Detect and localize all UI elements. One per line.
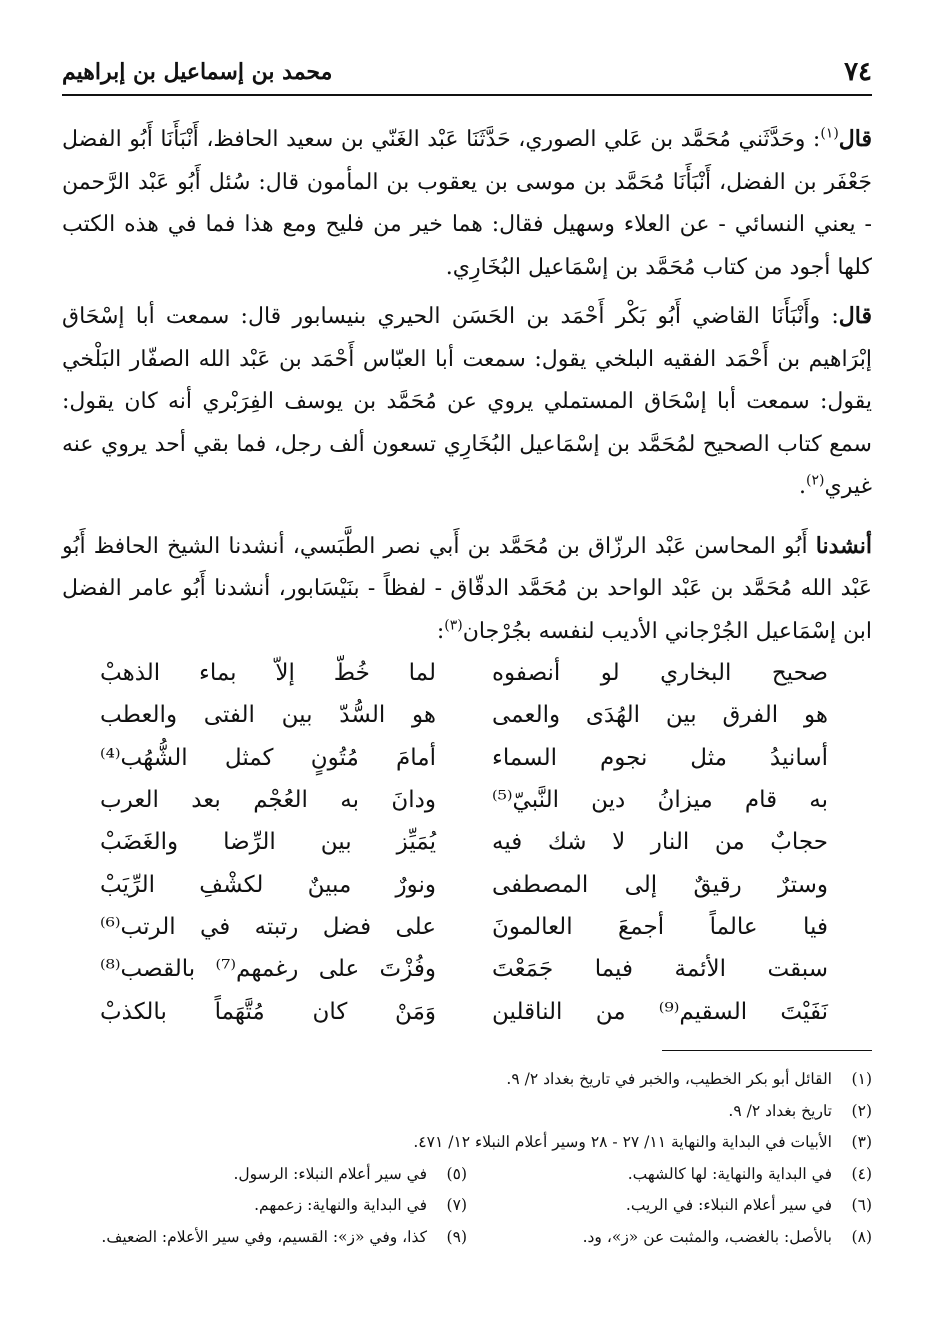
- footnote-separator: [662, 1050, 872, 1051]
- header-rule: [62, 94, 872, 96]
- verse: [100, 779, 828, 821]
- footnote-number: (٣): [851, 1133, 872, 1151]
- main-text: [62, 118, 872, 653]
- footnote-text: الأبيات في البداية والنهاية ١١/ ٢٧ - ٢٨ وسير أعلام النبلاء ١٢/ ٤٧١.: [413, 1133, 832, 1151]
- footnote-number: (٩): [446, 1227, 467, 1246]
- verse-first-hemistich: سبقت الأئمة فيما جَمَعْتَ: [492, 956, 828, 983]
- paragraph-text: : وأَنْبَأَنَا القاضي أَبُو بَكْر أَحْمَد بن الحَسَن الحيري بنيسابور قال: سمعت أبا إسْحَاق إبْرَاهيم بن أَحْمَد الفقيه البلخي يقول: سمعت أبا العبّاس أَحْمَد بن عَبْد الله الصفّار البَلْخي يقول: سمعت أبا إسْحَاق المستملي يروي عن مُحَمَّد بن يوسف الفِرَبْري أنه كان يقول: سمع كتاب الصحيح لمُحَمَّد بن إسْمَاعيل البُخَارِي تسعون ألف رجل، فما بقي أحد يروي عنه غيري: [62, 304, 872, 499]
- footnote-number: (٨): [851, 1227, 872, 1246]
- verse-second-hemistich: هو السُّدّ بين الفتى والعطب: [100, 702, 436, 729]
- footnote-text: في سير أعلام النبلاء: الرسول.: [233, 1164, 427, 1183]
- verse-first-hemistich: به قام ميزانُ دين النَّبيّ⁽⁵⁾: [492, 787, 828, 814]
- footnote-pair: [62, 1190, 872, 1222]
- paragraph-text: : وحَدَّثَني مُحَمَّد بن عَلي الصوري، حَدَّثَنَا عَبْد الغَنّي بن سعيد الحافظ، أَنْبَأَنَا أَبُو الفضل جَعْفَر بن الفضل، أَنْبَأَنَا مُحَمَّد بن موسى بن يعقوب بن المأمون قال: سُئل أَبُو عَبْد الرَّحمن - يعني النسائي - عن العلاء وسهيل فقال: هما خير من فليح ومع هذا فما في هذه الكتب كلها أجود من كتاب مُحَمَّد بن إسْمَاعيل البُخَارِي.: [62, 127, 872, 280]
- verse-first-hemistich: وسترٌ رقيقٌ إلى المصطفى: [492, 871, 828, 898]
- footnote: [467, 1190, 872, 1222]
- verse-second-hemistich: وفُزْتَ على رغمهم⁽⁷⁾ بالقصب⁽⁸⁾: [100, 956, 436, 983]
- verse: [100, 948, 828, 990]
- footnote-text: تاريخ بغداد ٢/ ٩.: [728, 1101, 832, 1120]
- footnote-pair: [62, 1159, 872, 1191]
- running-title: محمد بن إسماعيل بن إبراهيم: [62, 59, 333, 85]
- poem: [100, 652, 828, 1033]
- footnote-text: في البداية والنهاية: لها كالشهب.: [627, 1164, 832, 1183]
- verse: [100, 906, 828, 948]
- verse-first-hemistich: نَفَيْتَ السقيم⁽⁹⁾ من الناقلين: [492, 998, 828, 1025]
- verse-first-hemistich: هو الفرق بين الهُدَى والعمى: [492, 702, 828, 729]
- footnote-ref: (٢): [806, 472, 825, 489]
- footnote: [62, 1159, 467, 1191]
- paragraph-1: [62, 118, 872, 289]
- verse-second-hemistich: على فضل رتبته في الرتب⁽⁶⁾: [100, 913, 436, 940]
- footnote-number: (٤): [851, 1164, 872, 1183]
- footnote-number: (٦): [851, 1196, 872, 1214]
- footnote-text: القائل أبو بكر الخطيب، والخبر في تاريخ بغداد ٢/ ٩.: [506, 1070, 832, 1088]
- paragraph-tail: :: [436, 618, 445, 644]
- verse-second-hemistich: ونورٌ مبينٌ لكشْفِ الرِّيَبْ: [100, 871, 436, 898]
- verse-first-hemistich: فيا عالماً أجمعَ العالمونَ: [492, 913, 828, 940]
- footnote: [62, 1222, 467, 1254]
- verse-first-hemistich: حجابٌ من النار لا شك فيه: [492, 829, 828, 856]
- footnote-pair: [62, 1222, 872, 1254]
- footnote-text: في البداية والنهاية: زعمهم.: [254, 1196, 427, 1214]
- footnote-number: (٥): [446, 1164, 467, 1183]
- page-number: ٧٤: [844, 57, 872, 87]
- verse-first-hemistich: صحيح البخاري لو أنصفوه: [492, 660, 828, 687]
- verse-second-hemistich: ودانَ به العُجْم بعد العرب: [100, 787, 436, 814]
- verse-second-hemistich: وَمَنْ كان مُتَّهَماً بالكذبْ: [100, 998, 436, 1025]
- footnote-ref: (١): [820, 125, 839, 142]
- verse: [100, 652, 828, 694]
- footnote: [62, 1064, 872, 1096]
- footnote-number: (٢): [851, 1101, 872, 1120]
- footnote: [62, 1190, 467, 1222]
- page-header: [62, 52, 872, 92]
- verse: [100, 694, 828, 736]
- footnote-text: كذا، وفي «ز»: القسيم، وفي سير الأعلام: الضعيف.: [101, 1227, 427, 1246]
- footnote: [62, 1096, 872, 1128]
- footnote-ref: (٣): [444, 617, 463, 634]
- verse-second-hemistich: لما خُطّ إلاّ بماء الذهبْ: [100, 660, 436, 687]
- verse-first-hemistich: أسانيدُ مثل نجوم السماء: [492, 744, 828, 771]
- footnote: [467, 1159, 872, 1191]
- verse: [100, 737, 828, 779]
- paragraph-lead: قال: [838, 303, 872, 329]
- footnote-number: (٧): [446, 1196, 467, 1214]
- paragraph-lead: قال: [838, 126, 872, 152]
- paragraph-text: أَبُو المحاسن عَبْد الرزّاق بن مُحَمَّد بن أَبي نصر الطَّبَسي، أنشدنا الشيخ الحافظ أَبُو عَبْد الله مُحَمَّد بن عَبْد الواحد بن مُحَمَّد الدقّاق - لفظاً - بنَيْسَابور، أنشدنا أَبُو عامر الفضل ابن إسْمَاعيل الجُرْجاني الأديب لنفسه بجُرْجان: [62, 533, 872, 644]
- verse-second-hemistich: أمامَ مُتُونٍ كمثل الشُّهُب⁽⁴⁾: [100, 744, 436, 771]
- footnote: [62, 1127, 872, 1159]
- paragraph-2: [62, 295, 872, 509]
- verse: [100, 863, 828, 905]
- verse: [100, 990, 828, 1032]
- footnote: [467, 1222, 872, 1254]
- footnote-text: في سير أعلام النبلاء: في الريب.: [625, 1196, 832, 1214]
- paragraph-tail: .: [799, 474, 807, 499]
- paragraph-3: [62, 525, 872, 654]
- footnotes: [62, 1064, 872, 1253]
- verse: [100, 821, 828, 863]
- footnote-text: بالأصل: بالغضب، والمثبت عن «ز»، ود.: [582, 1227, 832, 1246]
- paragraph-lead: أنشدنا: [815, 532, 872, 559]
- verse-second-hemistich: يُمَيِّز بين الرِّضا والغَضَبْ: [100, 829, 436, 856]
- footnote-number: (١): [851, 1070, 872, 1088]
